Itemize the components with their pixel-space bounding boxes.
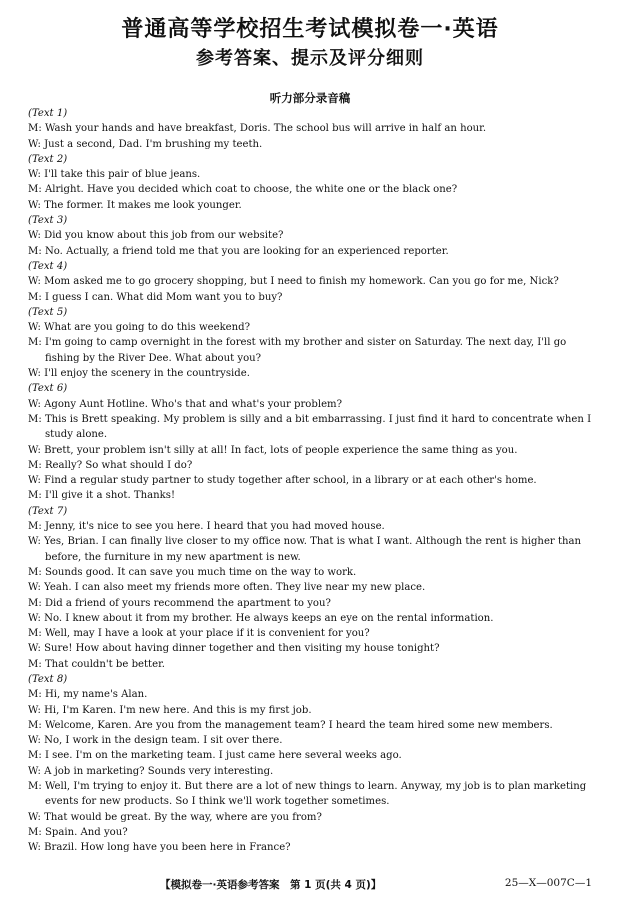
transcript-line: M: Alright. Have you decided which coat to choose, the white one or the black one? [28,184,458,196]
transcript-line: W: Mom asked me to go grocery shopping, but I need to finish my homework. Can you go for me, Nick? [28,276,559,288]
transcript-line: M: Sounds good. It can save you much time on the way to work. [28,566,357,578]
transcript-line: W: Hi, I'm Karen. I'm new here. And this is my first job. [28,704,312,716]
transcript-line: M: Jenny, it's nice to see you here. I heard that you had moved house. [28,521,385,533]
transcript-line: W: Brett, your problem isn't silly at all! In fact, lots of people experience the same thing as you. [28,444,518,456]
transcript-line: M: Welcome, Karen. Are you from the management team? I heard the team hired some new members. [28,719,553,731]
transcript-line: W: Find a regular study partner to study together after school, in a library or at each other's home. [28,475,537,487]
listening-transcript [28,106,596,856]
transcript-line: before, the furniture in my new apartment is new. [45,551,301,563]
transcript-line: W: Brazil. How long have you been here in France? [28,842,291,854]
text-heading: (Text 8) [28,673,68,685]
transcript-line: M: Did a friend of yours recommend the apartment to you? [28,597,331,609]
footer-page-info: 【模拟卷一·英语参考答案 第 1 页(共 4 页)】 [160,879,382,891]
section-title: 听力部分录音稿 [269,91,351,105]
transcript-line: M: I guess I can. What did Mom want you to buy? [28,291,283,303]
text-heading: (Text 2) [28,153,68,165]
transcript-line: W: Agony Aunt Hotline. Who's that and what's your problem? [28,398,343,410]
transcript-line: W: No, I work in the design team. I sit over there. [28,735,283,747]
transcript-line: M: I see. I'm on the marketing team. I just came here several weeks ago. [28,750,402,762]
transcript-line: W: I'll take this pair of blue jeans. [28,169,201,181]
transcript-line: study alone. [45,429,108,441]
transcript-line: W: Just a second, Dad. I'm brushing my teeth. [28,138,263,150]
text-heading: (Text 6) [28,383,68,395]
text-heading: (Text 1) [28,108,68,119]
transcript-line: M: This is Brett speaking. My problem is silly and a bit embarrassing. I just find it hard to concentrate when I [28,413,592,425]
transcript-line: W: I'll enjoy the scenery in the countryside. [28,368,250,380]
transcript-line: M: Well, may I have a look at your place if it is convenient for you? [28,628,370,640]
transcript-line: M: No. Actually, a friend told me that you are looking for an experienced reporter. [28,245,449,257]
transcript-line: W: What are you going to do this weekend? [28,322,251,334]
transcript-line: M: That couldn't be better. [28,658,166,670]
text-heading: (Text 5) [28,306,68,318]
transcript-line: W: Yes, Brian. I can finally live closer to my office now. That is what I want. Although the rent is higher than [28,536,582,548]
transcript-line: W: The former. It makes me look younger. [28,199,242,211]
transcript-line: W: A job in marketing? Sounds very interesting. [28,765,274,777]
transcript-line: W: Did you know about this job from our website? [28,230,284,242]
transcript-line: M: I'll give it a shot. Thanks! [28,490,176,502]
transcript-line: W: No. I knew about it from my brother. He always keeps an eye on the rental information. [28,612,494,624]
transcript-line: M: Really? So what should I do? [28,459,193,471]
transcript-line: W: Sure! How about having dinner together and then visiting my house tonight? [28,643,440,655]
transcript-line: M: Spain. And you? [28,826,128,838]
footer-code: 25—X—007C—1 [504,877,592,889]
document-subtitle: 参考答案、提示及评分细则 [196,48,424,69]
transcript-line: fishing by the River Dee. What about you? [45,352,262,364]
transcript-line: W: That would be great. By the way, where are you from? [28,811,322,823]
text-heading: (Text 4) [28,260,68,272]
transcript-line: W: Yeah. I can also meet my friends more often. They live near my new place. [28,582,426,594]
text-heading: (Text 7) [28,505,68,517]
transcript-line: M: Hi, my name's Alan. [28,689,148,701]
transcript-line: M: Wash your hands and have breakfast, Doris. The school bus will arrive in half an hour. [28,123,487,135]
transcript-line: events for new products. So I think we'll work together sometimes. [45,796,390,808]
transcript-line: M: I'm going to camp overnight in the forest with my brother and sister on Saturday. The next day, I'll go [28,337,567,349]
transcript-line: M: Well, I'm trying to enjoy it. But there are a lot of new things to learn. Anyway, my job is to plan marketing [28,781,587,793]
text-heading: (Text 3) [28,215,68,227]
document-title: 普通高等学校招生考试模拟卷一·英语 [121,17,499,42]
